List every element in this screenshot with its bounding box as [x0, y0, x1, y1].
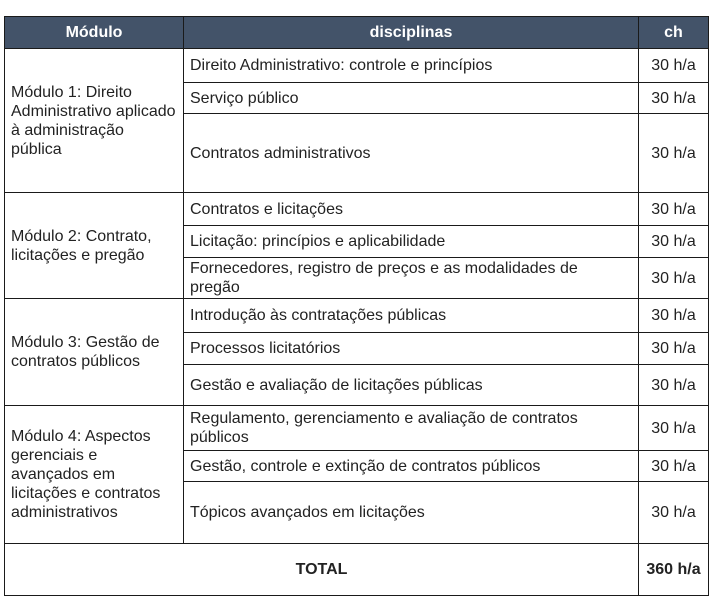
discipline-cell: Regulamento, gerenciamento e avaliação de contratos públicos — [184, 406, 639, 451]
module-cell: Módulo 1: Direito Administrativo aplicado à administração pública — [5, 49, 184, 193]
table-row — [5, 49, 709, 83]
discipline-cell: Direito Administrativo: controle e princípios — [184, 49, 639, 83]
curriculum-table — [4, 16, 709, 596]
module-cell: Módulo 3: Gestão de contratos públicos — [5, 299, 184, 406]
discipline-cell: Tópicos avançados em licitações — [184, 482, 639, 544]
header-ch: ch — [639, 17, 709, 49]
ch-cell: 30 h/a — [639, 83, 709, 114]
ch-cell: 30 h/a — [639, 406, 709, 451]
ch-cell: 30 h/a — [639, 333, 709, 365]
ch-cell: 30 h/a — [639, 451, 709, 482]
header-module: Módulo — [5, 17, 184, 49]
module-cell: Módulo 2: Contrato, licitações e pregão — [5, 193, 184, 299]
discipline-cell: Gestão e avaliação de licitações públicas — [184, 365, 639, 406]
table-row — [5, 193, 709, 226]
ch-cell: 30 h/a — [639, 49, 709, 83]
ch-cell: 30 h/a — [639, 226, 709, 258]
ch-cell: 30 h/a — [639, 482, 709, 544]
module-cell: Módulo 4: Aspectos gerenciais e avançados em licitações e contratos administrativos — [5, 406, 184, 544]
header-disciplines: disciplinas — [184, 17, 639, 49]
ch-cell: 30 h/a — [639, 299, 709, 333]
ch-cell: 30 h/a — [639, 114, 709, 193]
discipline-cell: Contratos administrativos — [184, 114, 639, 193]
discipline-cell: Licitação: princípios e aplicabilidade — [184, 226, 639, 258]
table-row — [5, 299, 709, 333]
total-row — [5, 544, 709, 596]
discipline-cell: Serviço público — [184, 83, 639, 114]
header-row — [5, 17, 709, 49]
discipline-cell: Fornecedores, registro de preços e as modalidades de pregão — [184, 258, 639, 299]
discipline-cell: Contratos e licitações — [184, 193, 639, 226]
ch-cell: 30 h/a — [639, 258, 709, 299]
table-row — [5, 406, 709, 451]
discipline-cell: Introdução às contratações públicas — [184, 299, 639, 333]
ch-cell: 30 h/a — [639, 193, 709, 226]
ch-cell: 30 h/a — [639, 365, 709, 406]
total-label: TOTAL — [5, 544, 639, 596]
total-value: 360 h/a — [639, 544, 709, 596]
discipline-cell: Gestão, controle e extinção de contratos públicos — [184, 451, 639, 482]
discipline-cell: Processos licitatórios — [184, 333, 639, 365]
